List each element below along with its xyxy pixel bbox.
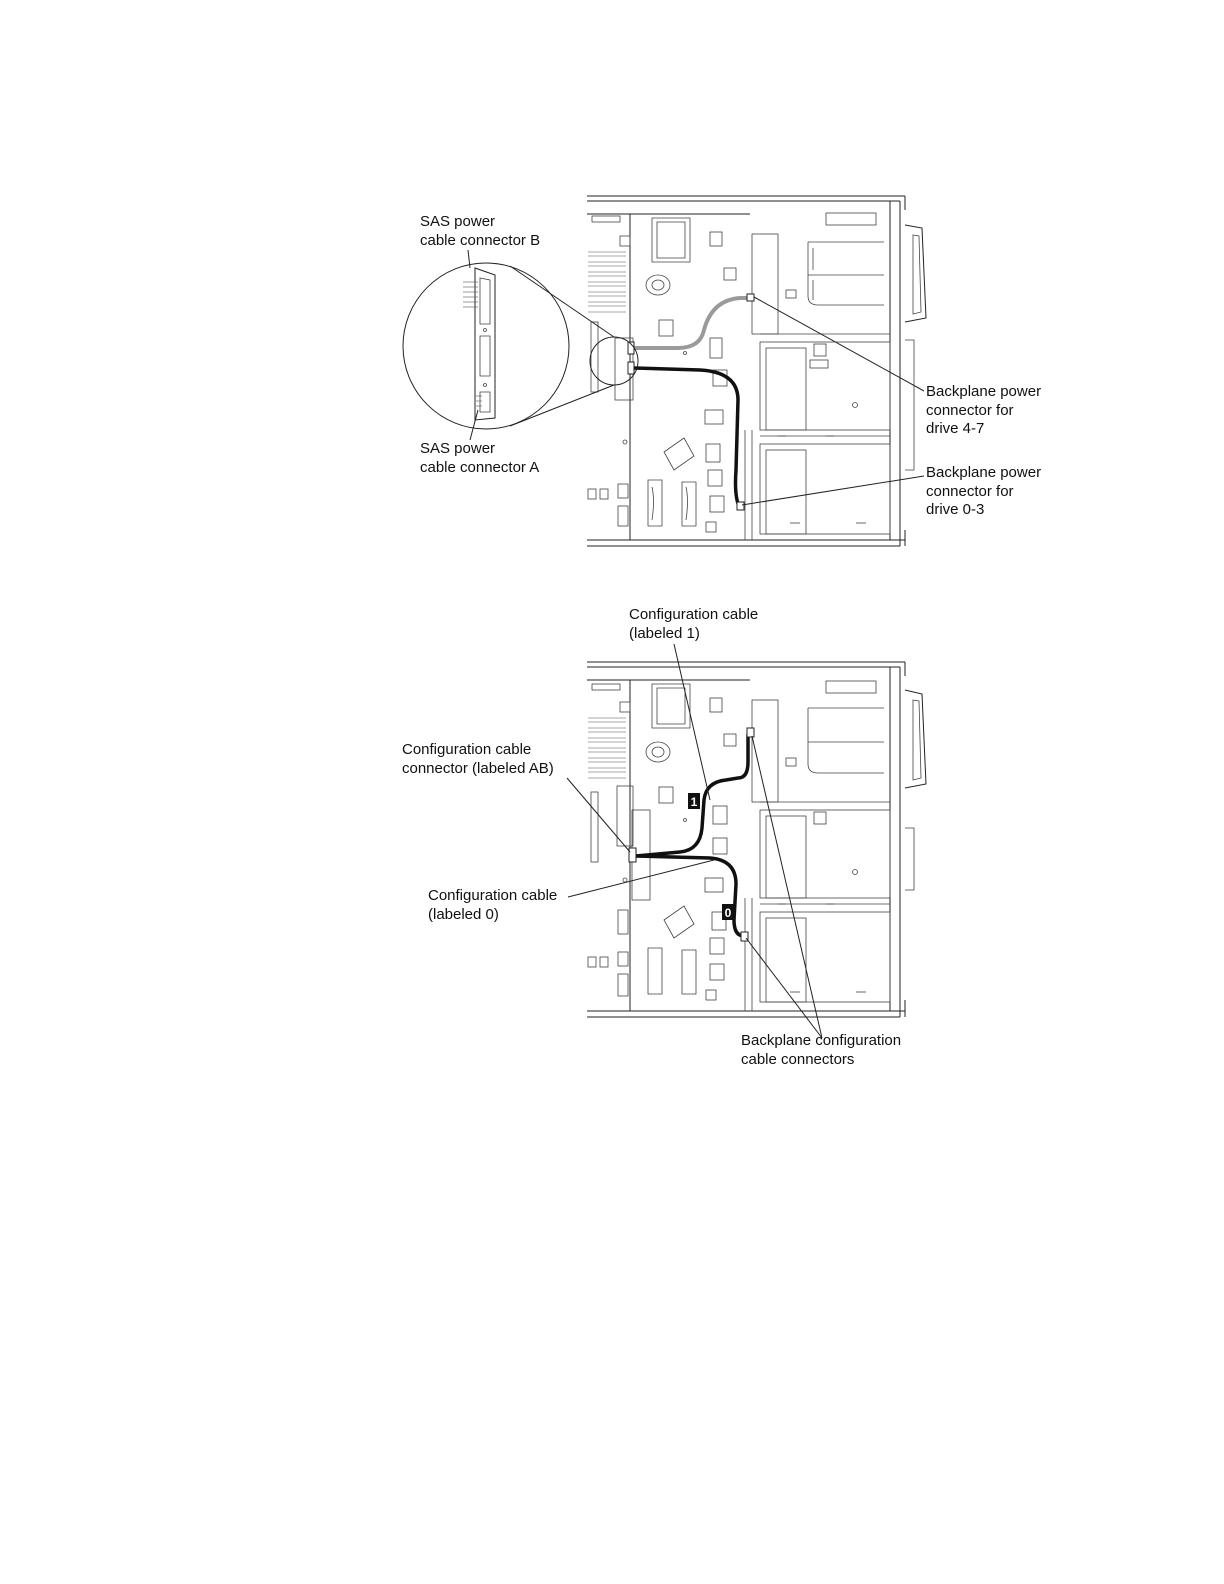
label-line: SAS power <box>420 213 496 230</box>
label-line: Backplane configuration <box>741 1032 902 1049</box>
label-line: Configuration cable <box>629 606 759 623</box>
label-line: Backplane power <box>926 464 1042 481</box>
server-chassis-2 <box>587 662 926 1017</box>
backplane-config-connectors-label <box>741 1032 901 1069</box>
label-line: (labeled 1) <box>629 624 700 642</box>
config-connector-ab <box>629 848 636 862</box>
label-line: cable connector A <box>420 458 540 476</box>
label-line: drive 0-3 <box>926 501 985 518</box>
label-line: SAS power <box>420 440 496 457</box>
cable-tag-0: 0 <box>724 906 732 920</box>
backplane-config-connector-upper <box>747 728 754 737</box>
label-line: connector (labeled AB) <box>402 759 554 777</box>
configuration-connector-ab-label <box>402 741 554 778</box>
configuration-cable-1-label <box>629 606 758 643</box>
configuration-cable-0-label <box>428 887 557 924</box>
label-line: (labeled 0) <box>428 905 499 923</box>
label-line: drive 4-7 <box>926 420 985 437</box>
label-line: Configuration cable <box>402 741 532 758</box>
label-line: Configuration cable <box>428 887 558 904</box>
label-line: connector for <box>926 482 1014 500</box>
cable-tag-1: 1 <box>690 795 698 809</box>
label-line: Backplane power <box>926 383 1042 400</box>
label-line: connector for <box>926 401 1014 419</box>
configuration-cable-0 <box>636 856 744 936</box>
label-line: cable connectors <box>741 1050 855 1068</box>
label-line: cable connector B <box>420 231 541 249</box>
